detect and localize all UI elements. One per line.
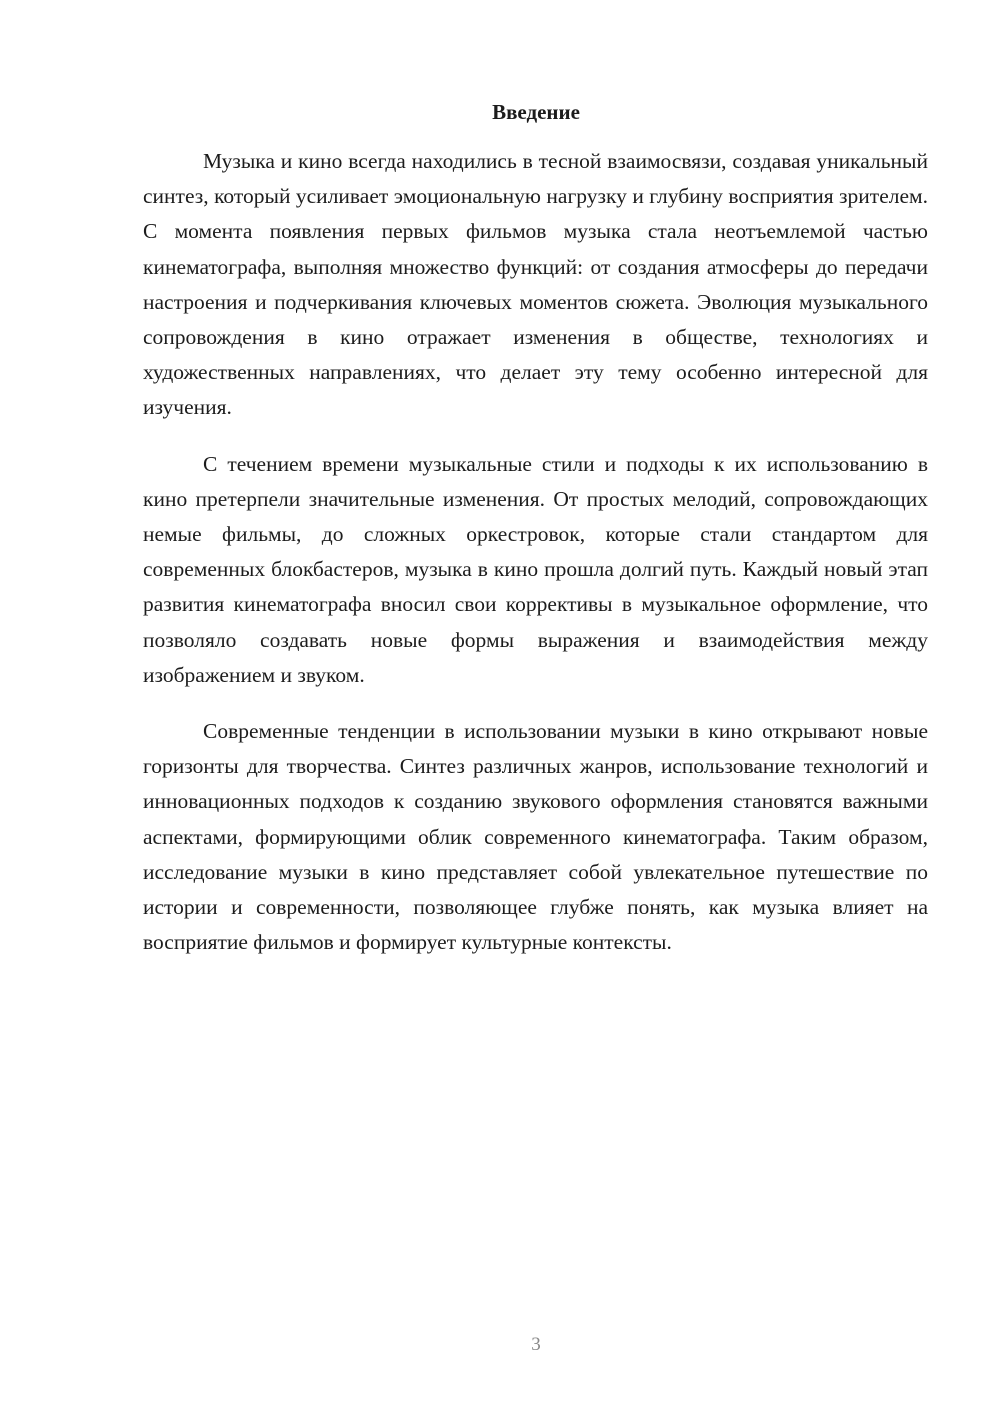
body-text xyxy=(143,144,928,981)
paragraph: Музыка и кино всегда находились в тесной взаимосвязи, создавая уникальный синтез, который усиливает эмоциональную нагрузку и глубину восприятия зрителем. С момента появления первых фильмов музыка стала неотъемлемой частью кинематографа, выполняя множество функций: от создания атмосферы до передачи настроения и подчеркивания ключевых моментов сюжета. Эволюция музыкального сопровождения в кино отражает изменения в обществе, технологиях и художественных направлениях, что делает эту тему особенно интересной для изучения. xyxy=(143,149,928,420)
page-number: 3 xyxy=(531,1334,541,1355)
page-heading: Введение xyxy=(492,100,580,124)
paragraph: С течением времени музыкальные стили и подходы к их использованию в кино претерпели значительные изменения. От простых мелодий, сопровождающих немые фильмы, до сложных оркестровок, которые стали стандартом для современных блокбастеров, музыка в кино прошла долгий путь. Каждый новый этап развития кинематографа вносил свои коррективы в музыкальное оформление, что позволяло создавать новые формы выражения и взаимодействия между изображением и звуком. xyxy=(143,451,928,687)
paragraph: Современные тенденции в использовании музыки в кино открывают новые горизонты для творчества. Синтез различных жанров, использование технологий и инновационных подходов к созданию звукового оформления становятся важными аспектами, формирующими облик современного кинематографа. Таким образом, исследование музыки в кино представляет собой увлекательное путешествие по истории и современности, позволяющее глубже понять, как музыка влияет на восприятие фильмов и формирует культурные контексты. xyxy=(143,719,928,955)
